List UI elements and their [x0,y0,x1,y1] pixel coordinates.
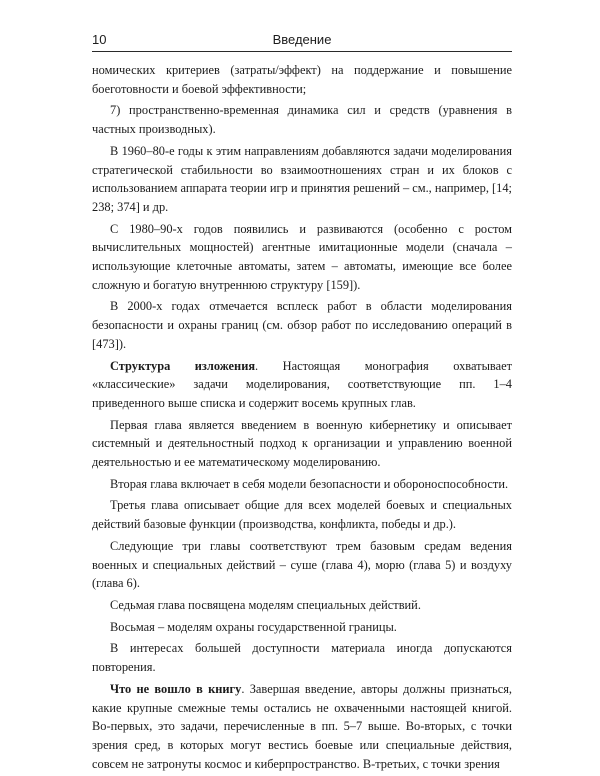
paragraph-text: Седьмая глава посвящена моделям специальных действий. [110,597,421,612]
paragraph-text: Третья глава описывает общие для всех моделей боевых и специальных действий базовые функции (производства, конфликта, победы и др.). [92,498,512,532]
paragraph-text: Следующие три главы соответствуют трем базовым средам ведения военных и специальных действий – суше (глава 4), морю (глава 5) и воздуху (глава 6). [92,538,512,591]
paragraph-text: Восьмая – моделям охраны государственной границы. [110,619,397,634]
paragraph [92,537,512,593]
paragraph-text: В 1960–80-е годы к этим направлениям добавляются задачи моделирования стратегической стабильности во взаимоотношениях стран и их блоков с использованием аппарата теории игр и принятия решений – см., например, [14; 238; 374] и др. [92,143,512,214]
paragraph [92,596,512,615]
paragraph [92,639,512,676]
paragraph [92,475,512,494]
paragraph [92,496,512,533]
paragraph [92,357,512,413]
body-text [92,61,512,773]
paragraph-text: Первая глава является введением в военную кибернетику и описывает системный и деятельностный подход к организации и управлению военной деятельностью и ее математическому моделированию. [92,417,512,470]
paragraph [92,101,512,138]
paragraph [92,416,512,472]
running-header [92,30,512,52]
paragraph [92,618,512,637]
paragraph-text: 7) пространственно-временная динамика сил и средств (уравнения в частных производных). [92,103,512,137]
paragraph-text: В 2000-х годах отмечается всплеск работ в области моделирования безопасности и охраны границ (см. обзор работ по исследованию операций в [473]). [92,299,512,351]
paragraph [92,680,512,774]
paragraph [92,297,512,353]
paragraph [92,142,512,217]
section-lead: Что не вошло в книгу [110,681,242,696]
page-number: 10 [92,32,107,47]
book-page [92,30,512,776]
paragraph-text: В интересах большей доступности материала иногда допускаются повторения. [92,641,512,675]
section-lead: Структура изложения [110,358,256,373]
paragraph-text: Вторая глава включает в себя модели безопасности и обороноспособности. [110,476,509,491]
paragraph [92,61,512,98]
paragraph-text: С 1980–90-х годов появились и развиваются (особенно с ростом вычислительных мощностей) агентные имитационные модели (сначала – использующие клеточные автоматы, затем – автоматы, имеющие все более сложную и богатую внутреннюю структуру [159]). [92,221,512,292]
paragraph-text: . Настоящая монография охватывает «классические» задачи моделирования, соответствующие пп. 1–4 приведенного выше списка и содержит восемь крупных глав. [92,358,512,410]
paragraph-text: . Завершая введение, авторы должны признаться, какие крупные смежные темы остались не охваченными настоящей книгой. Во-первых, это задачи, перечисленные в пп. 5–7 выше. Во-вторых, с точки зрения сред, в которых могут вестись боевые или специальные действия, совсем не затронуты космос и киберпространство. В-третьих, с точки зрения [92,681,512,771]
paragraph-text: номических критериев (затраты/эффект) на поддержание и повышение боеготовности и боевой эффективности; [92,63,512,96]
paragraph [92,220,512,295]
chapter-title: Введение [272,32,332,47]
